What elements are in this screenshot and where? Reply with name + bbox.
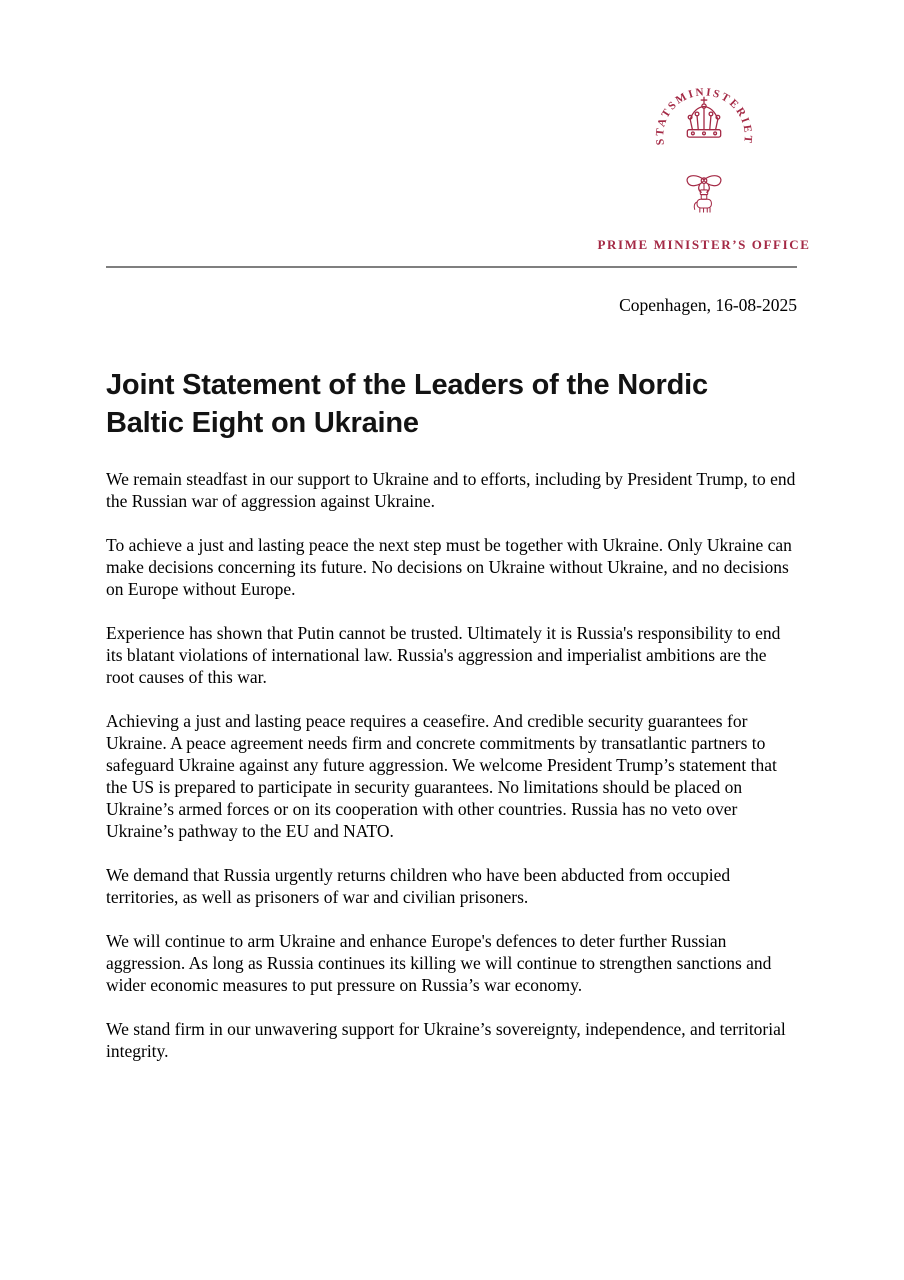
dateline: Copenhagen, 16-08-2025 xyxy=(619,295,797,315)
emblem-ring-text: STATSMINISTERIET xyxy=(654,88,755,146)
paragraph: We stand firm in our unwavering support for Ukraine’s sovereignty, independence, and territorial integrity. xyxy=(106,1019,786,1061)
paragraph: We demand that Russia urgently returns children who have been abducted from occupied territories, as well as prisoners of war and civilian prisoners. xyxy=(106,865,731,907)
paragraph: Achieving a just and lasting peace requires a ceasefire. And credible security guarantees for Ukraine. A peace agreement needs firm and concrete commitments by transatlantic partners to safeguard Ukraine against any future aggression. We welcome President Trump’s statement that the US is prepared to participate in security guarantees. No limitations should be placed on Ukraine’s armed forces or on its cooperation with other countries. Russia has no veto over Ukraine’s pathway to the EU and NATO. xyxy=(106,711,777,841)
header-divider xyxy=(106,266,797,268)
paragraph: We remain steadfast in our support to Ukraine and to efforts, including by President Trump, to end the Russian war of aggression against Ukraine. xyxy=(106,469,796,511)
document-header xyxy=(106,88,811,268)
document-body xyxy=(106,468,797,1062)
crown-icon xyxy=(687,97,720,137)
paragraph: Experience has shown that Putin cannot be trusted. Ultimately it is Russia's responsibility to end its blatant violations of international law. Russia's aggression and imperialist ambitions are the root causes of this war. xyxy=(106,623,781,687)
paragraph: We will continue to arm Ukraine and enhance Europe's defences to deter further Russian aggression. As long as Russia continues its killing we will continue to strengthen sanctions and wider economic measures to put pressure on Russia’s war economy. xyxy=(106,931,772,995)
office-name: PRIME MINISTER’S OFFICE xyxy=(597,237,811,252)
paragraph: To achieve a just and lasting peace the next step must be together with Ukraine. Only Ukraine can make decisions concerning its future. No decisions on Ukraine without Ukraine, and no decisions on Europe without Europe. xyxy=(106,535,792,599)
statsministeriet-crest-icon xyxy=(653,88,755,227)
header-brand xyxy=(597,88,811,253)
document-title: Joint Statement of the Leaders of the Nordic Baltic Eight on Ukraine xyxy=(106,369,708,439)
